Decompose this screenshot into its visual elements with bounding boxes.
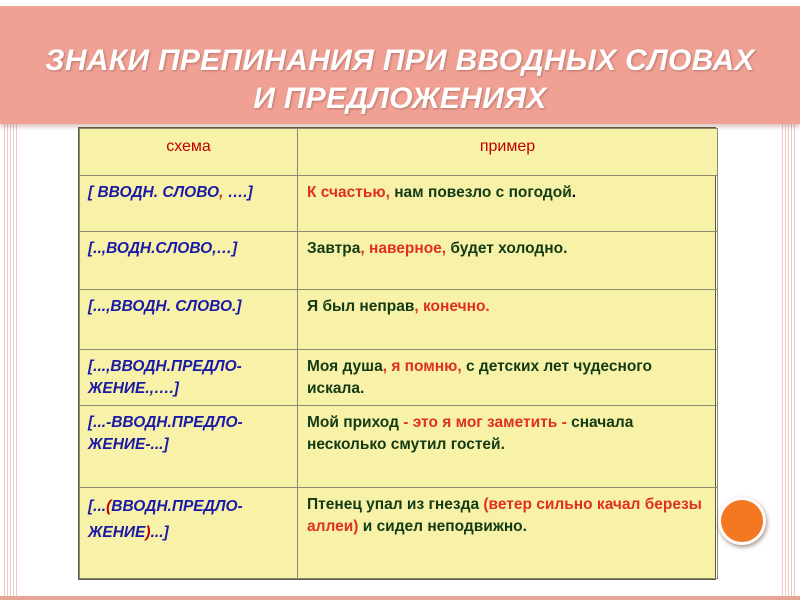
- bottom-border-line: [0, 596, 800, 600]
- example-cell: [298, 350, 718, 406]
- example-text-segment: Завтра: [307, 240, 361, 257]
- schema-text-segment: [...: [88, 498, 107, 515]
- table-header-row: [80, 129, 718, 176]
- example-text-segment: Моя душа: [307, 358, 383, 375]
- example-cell: [298, 488, 718, 579]
- example-text-segment: - это я мог заметить -: [398, 414, 567, 431]
- example-text-segment: с детских лет чудесного искала.: [307, 358, 653, 397]
- example-cell: [298, 176, 718, 232]
- example-text-segment: будет холодно.: [446, 240, 568, 257]
- header-example: пример: [298, 129, 718, 176]
- schema-text-segment: ,: [219, 184, 224, 201]
- example-text-segment: , конечно.: [414, 298, 490, 315]
- schema-text-segment: ...]: [150, 524, 169, 541]
- schema-cell: [80, 232, 298, 290]
- schema-text-segment: [...-ВВОДН.ПРЕДЛО-ЖЕНИЕ-...]: [88, 414, 243, 453]
- schema-text-segment: [ ВВОДН. СЛОВО: [88, 184, 220, 201]
- example-text-segment: , наверное,: [360, 240, 447, 257]
- slide-title: [0, 42, 800, 118]
- table-row: [80, 232, 718, 290]
- example-text-segment: сначала несколько смутил гостей.: [307, 414, 634, 453]
- example-cell: [298, 406, 718, 488]
- slide-title-line-1: ЗНАКИ ПРЕПИНАНИЯ ПРИ ВВОДНЫХ СЛОВАХ: [45, 44, 755, 77]
- table-row: [80, 488, 718, 579]
- schema-cell: [80, 406, 298, 488]
- table-row: [80, 350, 718, 406]
- schema-cell: [80, 290, 298, 350]
- header-schema: схема: [80, 129, 298, 176]
- table-row: [80, 406, 718, 488]
- schema-text-segment: ВВОДН.ПРЕДЛО-ЖЕНИЕ: [88, 498, 243, 541]
- slide-title-line-2: И ПРЕДЛОЖЕНИЯХ: [253, 82, 547, 115]
- schema-text-segment: ): [145, 524, 151, 541]
- schema-text-segment: [...,ВВОДН.ПРЕДЛО-ЖЕНИЕ.,….]: [88, 358, 242, 397]
- example-text-segment: нам повезло с погодой: [389, 184, 572, 201]
- example-cell: [298, 232, 718, 290]
- schema-cell: [80, 350, 298, 406]
- punctuation-table-grid: [79, 128, 718, 579]
- example-text-segment: Я был неправ: [307, 298, 415, 315]
- schema-text-segment: [...,ВВОДН. СЛОВО.]: [88, 298, 242, 315]
- example-text-segment: Мой приход: [307, 414, 399, 431]
- schema-cell: [80, 488, 298, 579]
- schema-text-segment: [..,ВОДН.СЛОВО,…]: [88, 240, 238, 257]
- schema-cell: [80, 176, 298, 232]
- example-text-segment: , я помню,: [382, 358, 462, 375]
- example-text-segment: Птенец упал из гнезда: [307, 496, 480, 513]
- example-text-segment: и сидел неподвижно.: [358, 518, 527, 535]
- example-text-segment: .: [571, 184, 577, 201]
- table-row: [80, 176, 718, 232]
- table-row: [80, 290, 718, 350]
- example-text-segment: К счастью,: [307, 184, 390, 201]
- orange-circle-decoration: [718, 497, 766, 545]
- table-body: [80, 176, 718, 579]
- schema-text-segment: ….]: [223, 184, 253, 201]
- schema-text-segment: (: [106, 498, 112, 515]
- example-cell: [298, 290, 718, 350]
- punctuation-table: [78, 127, 716, 580]
- example-text-segment: (ветер сильно качал березы аллеи): [307, 496, 702, 535]
